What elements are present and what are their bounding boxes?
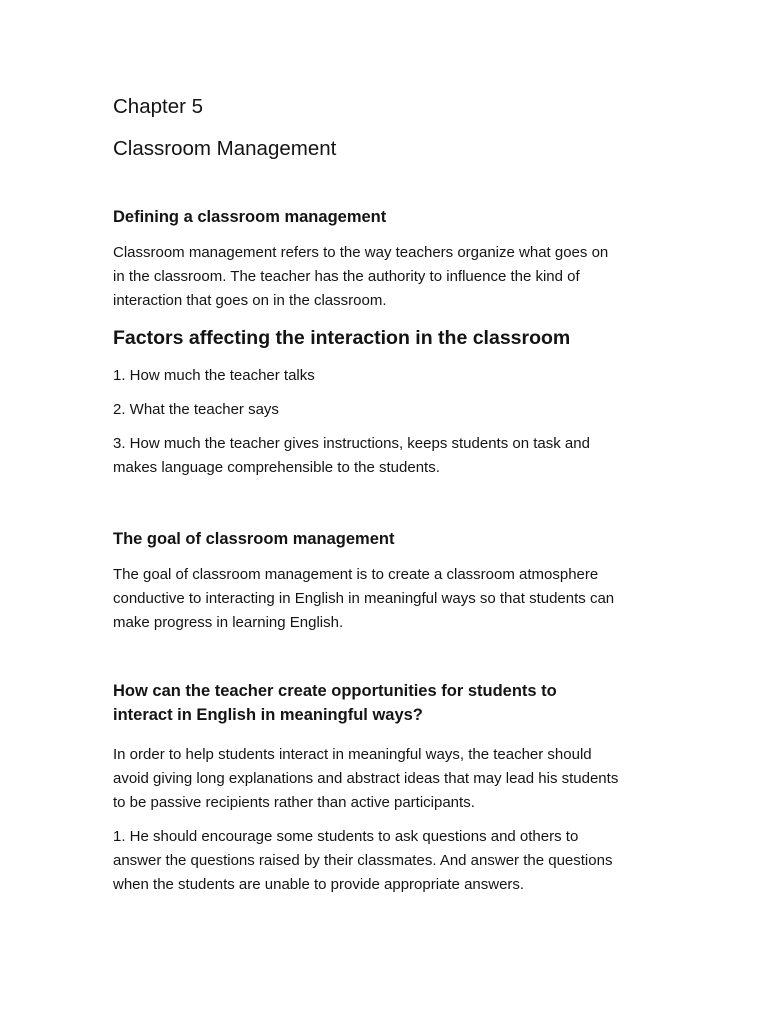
section-heading-goal: The goal of classroom management: [113, 530, 395, 548]
factor-item: 2. What the teacher says: [113, 401, 279, 418]
definition-paragraph: Classroom management refers to the way teachers organize what goes on in the classroom. The teacher has the authority to influence the kind of interaction that goes on in the classroom.: [113, 244, 609, 309]
section-heading-definition: Defining a classroom management: [113, 208, 387, 226]
section-heading-factors: Factors affecting the interaction in the classroom: [113, 327, 571, 349]
factor-item: 1. How much the teacher talks: [113, 367, 315, 384]
opportunities-paragraph: In order to help students interact in meaningful ways, the teacher should avoid giving long explanations and abstract ideas that may lead his students to be passive recipients rather than active participants.: [113, 746, 619, 811]
section-heading-opportunities: How can the teacher create opportunities for students to interact in English in meaningful ways?: [113, 682, 557, 724]
page-title: Classroom Management: [113, 137, 337, 160]
chapter-heading: Chapter 5: [113, 95, 204, 118]
goal-paragraph: The goal of classroom management is to create a classroom atmosphere conductive to interacting in English in meaningful ways so that students can make progress in learning English.: [113, 566, 615, 631]
factor-item: 3. How much the teacher gives instructions, keeps students on task and makes language comprehensible to the students.: [113, 435, 590, 476]
opportunity-item: 1. He should encourage some students to ask questions and others to answer the questions raised by their classmates. And answer the questions when the students are unable to provide appropriate answers.: [113, 828, 613, 893]
